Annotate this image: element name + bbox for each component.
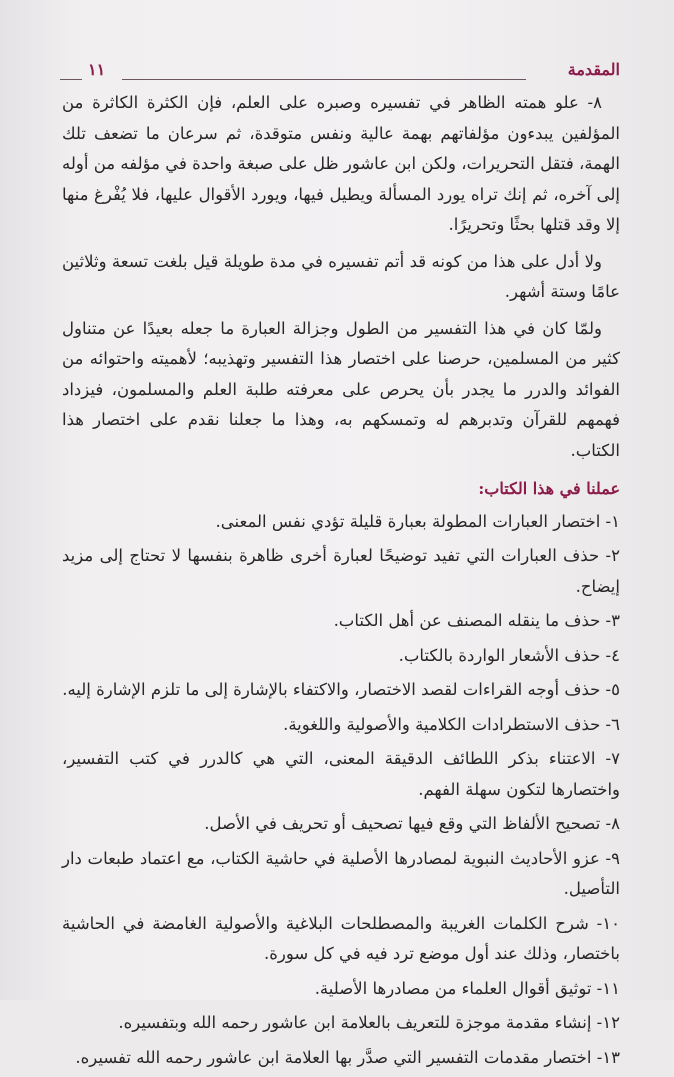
page-number: ١١: [88, 60, 106, 79]
body-text: [62, 88, 620, 1077]
list-item: ١- اختصار العبارات المطولة بعبارة قليلة تؤدي نفس المعنى.: [215, 511, 620, 531]
running-head: [60, 58, 620, 86]
list-item: ١٢- إنشاء مقدمة موجزة للتعريف بالعلامة ابن عاشور رحمه الله وبتفسيره.: [118, 1013, 620, 1032]
list-item: ٤- حذف الأشعار الواردة بالكتاب.: [398, 645, 620, 665]
list-item: ٦- حذف الاستطرادات الكلامية والأصولية واللغوية.: [283, 714, 620, 734]
list-item: ٥- حذف أوجه القراءات لقصد الاختصار، والاكتفاء بالإشارة إلى ما تلزم الإشارة إليه.: [62, 680, 620, 699]
paragraph: ولمّا كان في هذا التفسير من الطول وجزالة العبارة ما جعله بعيدًا عن متناول كثير من المسلمين، حرصنا على اختصار هذا التفسير وتهذيبه؛ لأهميته واحتوائه من الفوائد والدرر ما يجدر بأن يحرص على معرفته طلبة العلم والمسلمون، فيزداد فهمهم للقرآن وتدبرهم له وتمسكهم به، وهذا ما جعلنا نقدم على اختصار هذا الكتاب.: [62, 318, 620, 460]
list-item: ٣- حذف ما ينقله المصنف عن أهل الكتاب.: [333, 611, 620, 630]
header-rule-short: [60, 79, 82, 80]
list-item: ٨- تصحيح الألفاظ التي وقع فيها تصحيف أو تحريف في الأصل.: [204, 814, 620, 833]
section-title: المقدمة: [567, 60, 620, 79]
header-rule: [122, 79, 526, 80]
paragraph: ولا أدل على هذا من كونه قد أتم تفسيره في مدة طويلة قيل بلغت تسعة وثلاثين عامًا وستة أشهر.: [62, 251, 620, 301]
list-item: ٢- حذف العبارات التي تفيد توضيحًا لعبارة أخرى ظاهرة بنفسها لا تحتاج إلى مزيد إيضاح.: [62, 546, 620, 596]
list-item: ١٣- اختصار مقدمات التفسير التي صدَّر بها العلامة ابن عاشور رحمه الله تفسيره.: [75, 1047, 620, 1067]
list-item: ١١- توثيق أقوال العلماء من مصادرها الأصلية.: [314, 978, 620, 998]
list-item: ٩- عزو الأحاديث النبوية لمصادرها الأصلية في حاشية الكتاب، مع اعتماد طبعات دار التأصيل.: [62, 848, 620, 898]
list-item: ٧- الاعتناء بذكر اللطائف الدقيقة المعنى، التي هي كالدرر في كتب التفسير، واختصارها لتكون سهلة الفهم.: [62, 749, 620, 799]
paragraph: ٨- علو همته الظاهر في تفسيره وصبره على العلم، فإن الكثرة الكاثرة من المؤلفين يبدءون مؤلفاتهم بهمة عالية ونفس متوقدة، ثم سرعان ما تضعف تلك الهمة، فتقل التحريرات، ولكن ابن عاشور ظل على صبغة واحدة في مؤلفه من أوله إلى آخره، ثم إنك تراه يورد المسألة ويطيل فيها، ويورد الأقوال عليها، فلا يُفْرغ منها إلا وقد قتلها بحثًا وتحريرًا.: [62, 93, 620, 234]
section-heading: عملنا في هذا الكتاب:: [478, 479, 620, 498]
list-item: ١٠- شرح الكلمات الغريبة والمصطلحات البلاغية والأصولية الغامضة في الحاشية باختصار، وذلك عند أول موضع ترد فيه في كل سورة.: [62, 913, 620, 963]
